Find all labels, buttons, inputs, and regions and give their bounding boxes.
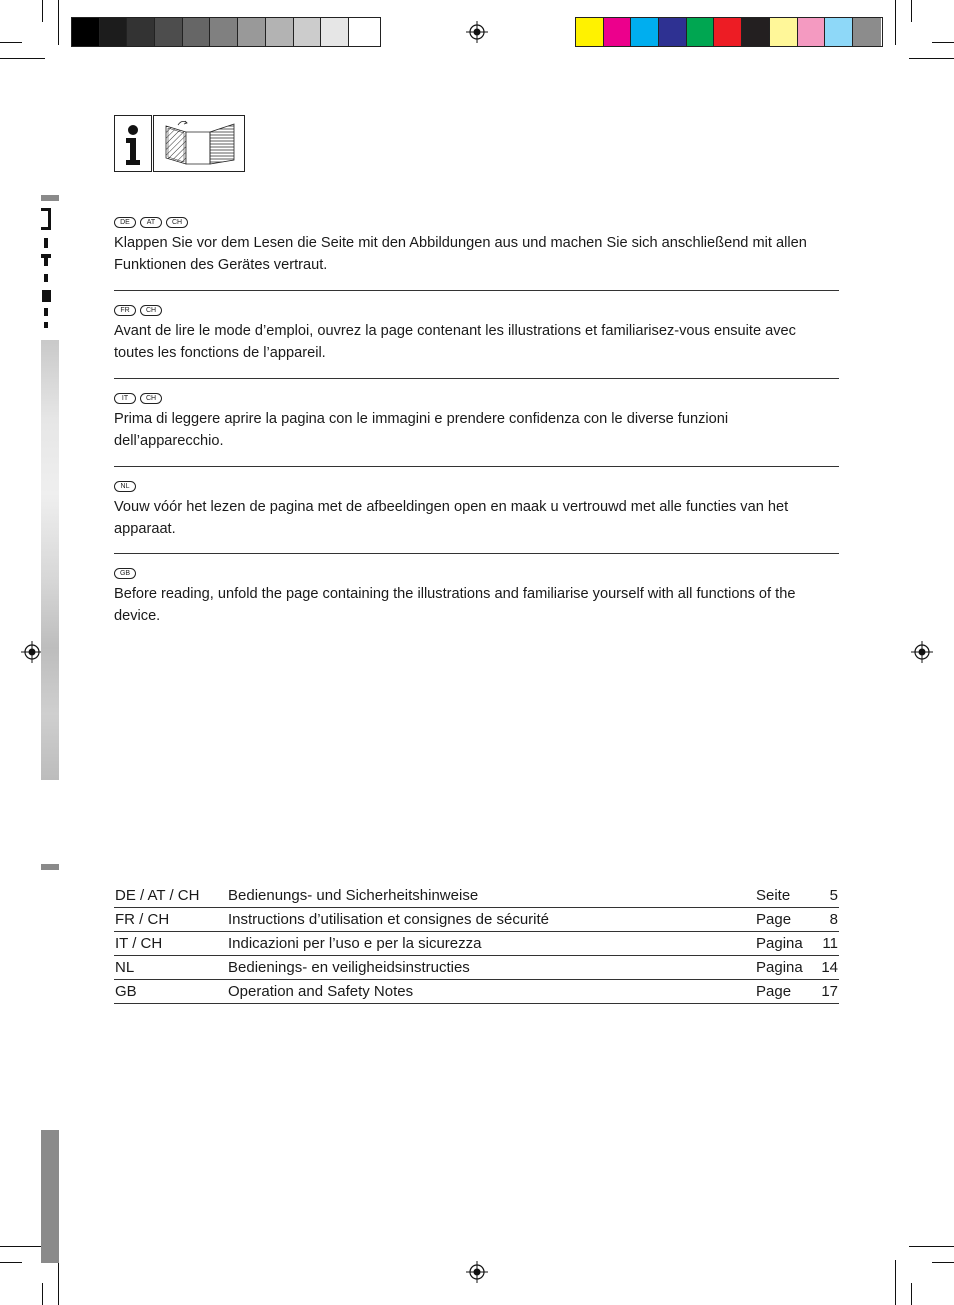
language-badge: DE xyxy=(114,217,136,228)
divider xyxy=(114,290,839,291)
toc-page-number: 11 xyxy=(822,935,838,952)
info-icon xyxy=(115,116,151,171)
color-swatch xyxy=(294,18,322,46)
section-gb xyxy=(114,567,839,627)
color-swatch xyxy=(714,18,742,46)
color-swatch xyxy=(349,18,377,46)
color-swatch xyxy=(604,18,632,46)
color-swatch xyxy=(127,18,155,46)
toc-language: FR / CH xyxy=(115,911,170,928)
toc-page-number: 8 xyxy=(829,911,838,928)
color-swatch xyxy=(72,18,100,46)
toc-row[interactable] xyxy=(114,956,839,980)
instruction-text: Prima di leggere aprire la pagina con le immagini e prendere confidenza con le diverse funzioni dell’apparecchio. xyxy=(114,411,729,449)
divider xyxy=(114,466,839,467)
color-swatch xyxy=(798,18,826,46)
color-swatch xyxy=(853,18,881,46)
instruction-text: Vouw vóór het lezen de pagina met de afbeeldingen open en maak u vertrouwd met alle functies van het apparaat. xyxy=(114,499,789,537)
toc-page-label: Page xyxy=(756,911,792,928)
toc-row[interactable] xyxy=(114,980,839,1004)
language-badges xyxy=(114,392,839,404)
color-swatch xyxy=(631,18,659,46)
language-badge: NL xyxy=(114,481,136,492)
toc-row[interactable] xyxy=(114,908,839,932)
color-swatch xyxy=(825,18,853,46)
toc-title: Indicazioni per l’uso e per la sicurezza xyxy=(228,935,482,952)
toc-row[interactable] xyxy=(114,932,839,956)
grayscale-color-bar xyxy=(71,17,381,47)
toc-language: GB xyxy=(115,983,137,1000)
divider xyxy=(114,378,839,379)
color-swatch xyxy=(659,18,687,46)
color-swatch xyxy=(100,18,128,46)
color-swatch xyxy=(742,18,770,46)
toc-language: DE / AT / CH xyxy=(115,887,200,904)
fold-out-page-box xyxy=(153,115,245,172)
registration-mark-icon xyxy=(21,641,43,663)
language-badges xyxy=(114,567,839,579)
color-swatch xyxy=(321,18,349,46)
language-badges xyxy=(114,216,839,228)
toc-page-label: Seite xyxy=(756,887,791,904)
language-badge: CH xyxy=(140,305,162,316)
instruction-text: Avant de lire le mode d’emploi, ouvrez la page contenant les illustrations et familiarisez-vous ensuite avec toutes les fonctions de l’appareil. xyxy=(114,323,796,361)
color-swatch xyxy=(770,18,798,46)
language-badge: AT xyxy=(140,217,162,228)
toc-title: Bedienungs- und Sicherheitshinweise xyxy=(228,887,479,904)
toc-page-number: 14 xyxy=(821,959,838,976)
language-badges xyxy=(114,480,839,492)
language-badge: CH xyxy=(166,217,188,228)
section-de-at-ch xyxy=(114,216,839,276)
toc-page-label: Pagina xyxy=(756,935,803,952)
color-swatch xyxy=(576,18,604,46)
toc-page-label: Page xyxy=(756,983,792,1000)
toc-language: NL xyxy=(115,959,135,976)
toc-language: IT / CH xyxy=(115,935,163,952)
language-badge: IT xyxy=(114,393,136,404)
section-nl xyxy=(114,480,839,540)
table-of-contents xyxy=(114,884,839,1004)
registration-mark-icon xyxy=(911,641,933,663)
fold-out-page-icon xyxy=(154,116,244,171)
toc-page-label: Pagina xyxy=(756,959,803,976)
toc-title: Bedienings- en veiligheidsinstructies xyxy=(228,959,470,976)
instruction-text: Klappen Sie vor dem Lesen die Seite mit den Abbildungen aus und machen Sie sich anschließend mit allen Funktionen des Gerätes vertraut. xyxy=(114,235,807,273)
info-box xyxy=(114,115,152,172)
registration-mark-icon xyxy=(466,1261,488,1283)
color-swatch xyxy=(238,18,266,46)
color-swatch xyxy=(266,18,294,46)
process-color-bar xyxy=(575,17,883,47)
section-it-ch xyxy=(114,392,839,452)
toc-title: Operation and Safety Notes xyxy=(228,983,414,1000)
toc-page-number: 5 xyxy=(829,887,838,904)
color-swatch xyxy=(155,18,183,46)
language-badges xyxy=(114,304,839,316)
color-swatch xyxy=(210,18,238,46)
toc-page-number: 17 xyxy=(821,983,838,1000)
registration-mark-icon xyxy=(466,21,488,43)
instruction-text: Before reading, unfold the page containing the illustrations and familiarise yourself with all functions of the device. xyxy=(114,586,796,624)
language-badge: GB xyxy=(114,568,136,579)
language-badge: FR xyxy=(114,305,136,316)
toc-row[interactable] xyxy=(114,884,839,908)
section-fr-ch xyxy=(114,304,839,364)
language-badge: CH xyxy=(140,393,162,404)
color-swatch xyxy=(183,18,211,46)
divider xyxy=(114,553,839,554)
color-swatch xyxy=(687,18,715,46)
toc-title: Instructions d’utilisation et consignes de sécurité xyxy=(228,911,550,928)
